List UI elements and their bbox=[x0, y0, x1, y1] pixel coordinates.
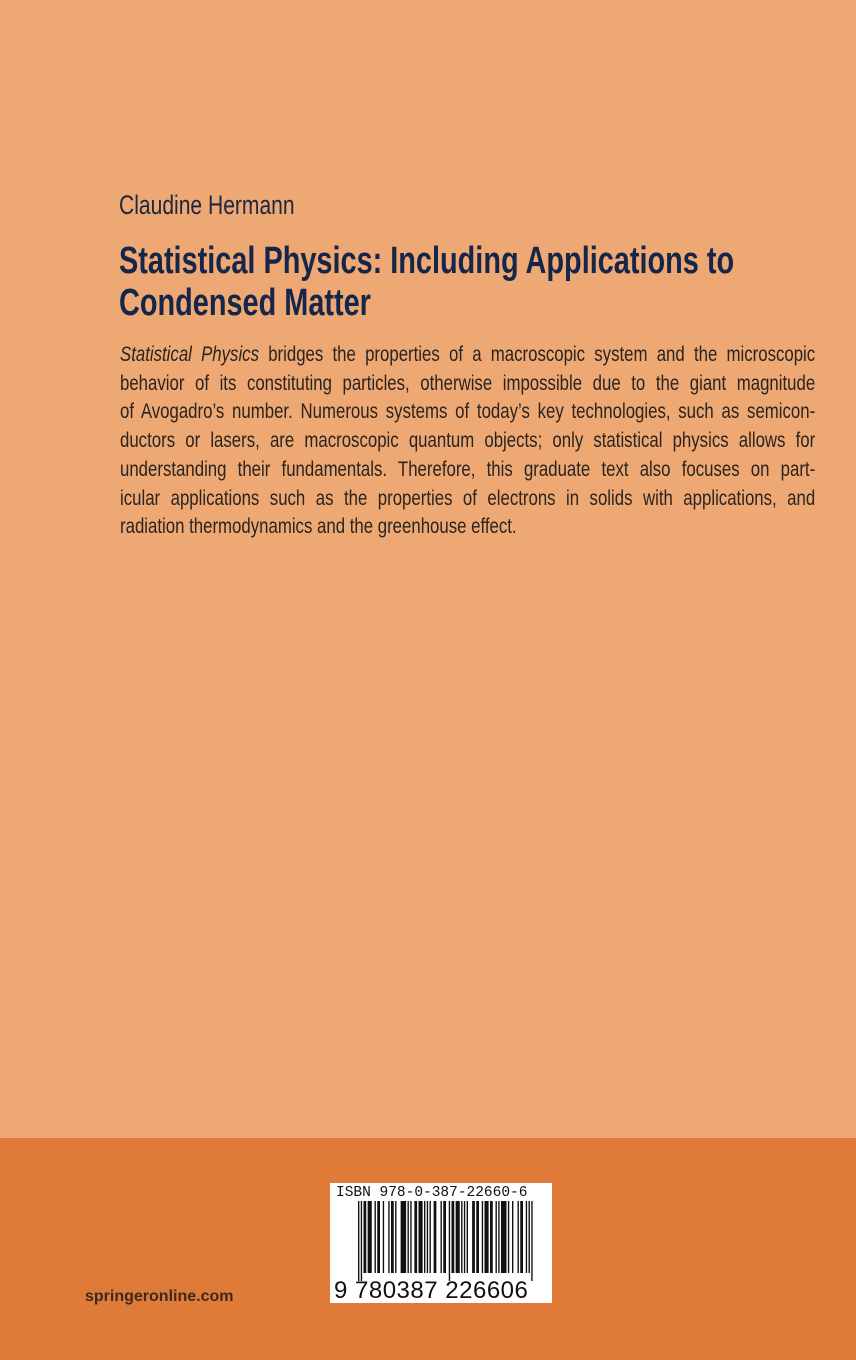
publisher-website: springeronline.com bbox=[85, 1288, 234, 1305]
barcode-bar bbox=[485, 1201, 489, 1273]
barcode-bar bbox=[408, 1201, 409, 1273]
barcode-bar bbox=[461, 1201, 462, 1273]
barcode-bars bbox=[358, 1201, 534, 1281]
barcode-bar bbox=[482, 1201, 483, 1273]
barcode-bar bbox=[498, 1201, 499, 1273]
barcode-bar bbox=[456, 1201, 460, 1273]
title-line-2: Condensed Matter bbox=[119, 282, 371, 324]
barcode-bar bbox=[395, 1201, 396, 1273]
barcode-bar bbox=[430, 1201, 431, 1273]
barcode-bar bbox=[518, 1201, 519, 1273]
blurb-line: icular applications such as the properties of electrons in solids with applications, and bbox=[120, 486, 816, 510]
barcode-bar bbox=[501, 1201, 507, 1273]
blurb-italic-title: Statistical Physics bbox=[120, 343, 259, 366]
barcode-bar bbox=[496, 1201, 497, 1273]
blurb-line: behavior of its constituting particles, otherwise impossible due to the giant magnitude bbox=[120, 371, 816, 395]
barcode-bar bbox=[434, 1201, 437, 1273]
barcode-bar bbox=[375, 1201, 376, 1273]
barcode-bar bbox=[377, 1201, 380, 1273]
barcode-bar bbox=[358, 1201, 359, 1281]
blurb-line: radiation thermodynamics and the greenhouse effect. bbox=[120, 515, 517, 539]
barcode-bar bbox=[424, 1201, 425, 1273]
barcode-bar bbox=[526, 1201, 527, 1273]
barcode-bar bbox=[472, 1201, 475, 1273]
barcode-bar bbox=[520, 1201, 523, 1273]
barcode-bar bbox=[441, 1201, 442, 1273]
barcode-bar bbox=[410, 1201, 411, 1273]
barcode-bar bbox=[414, 1201, 417, 1273]
barcode-bar bbox=[490, 1201, 493, 1273]
barcode-bar bbox=[529, 1201, 530, 1273]
author-name: Claudine Hermann bbox=[119, 190, 295, 220]
title-line-1: Statistical Physics: Including Applications to bbox=[119, 240, 735, 282]
barcode-bar bbox=[419, 1201, 423, 1273]
barcode-bar bbox=[401, 1201, 407, 1273]
barcode-bar bbox=[427, 1201, 428, 1273]
blurb-line: of Avogadro’s number. Numerous systems of today’s key technologies, such as semicon- bbox=[120, 400, 816, 424]
blurb-line: Statistical Physics bridges the properties of a macroscopic system and the microscopic bbox=[120, 343, 816, 366]
barcode-bar bbox=[443, 1201, 446, 1273]
barcode-bar bbox=[464, 1201, 465, 1273]
barcode-bar bbox=[531, 1201, 532, 1281]
barcode-bar bbox=[476, 1201, 479, 1273]
ean-digits: 9 780387 226606 bbox=[334, 1277, 529, 1304]
barcode-bar bbox=[512, 1201, 513, 1273]
isbn-label: ISBN 978-0-387-22660-6 bbox=[336, 1185, 528, 1201]
barcode-bar bbox=[467, 1201, 468, 1273]
barcode-bar bbox=[383, 1201, 384, 1273]
blurb-line: ductors or lasers, are macroscopic quantum objects; only statistical physics allows for bbox=[120, 429, 816, 453]
barcode-bar bbox=[391, 1201, 394, 1273]
barcode-bar bbox=[449, 1201, 450, 1281]
blurb bbox=[120, 341, 815, 542]
book-title bbox=[119, 240, 734, 324]
blurb-line: understanding their fundamentals. Therefore, this graduate text also focuses on part- bbox=[120, 457, 816, 481]
barcode-bar bbox=[388, 1201, 389, 1273]
barcode-bar bbox=[364, 1201, 367, 1273]
barcode-bar bbox=[452, 1201, 455, 1273]
barcode-bar bbox=[368, 1201, 372, 1273]
isbn-barcode bbox=[330, 1183, 552, 1303]
barcode-bar bbox=[361, 1201, 362, 1281]
barcode-bar bbox=[508, 1201, 509, 1273]
